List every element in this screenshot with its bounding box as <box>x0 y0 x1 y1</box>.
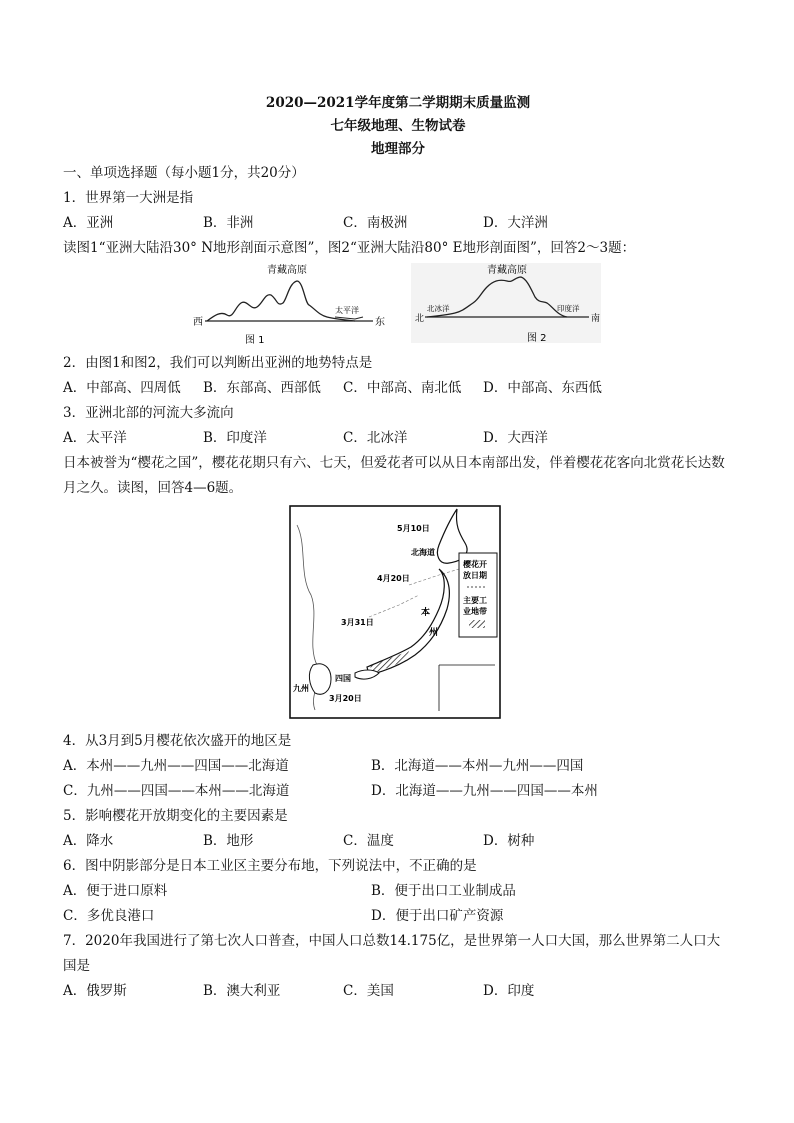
q1-options <box>63 211 733 236</box>
map-date-mar20: 3月20日 <box>329 694 362 703</box>
q5-option-b: B．地形 <box>203 833 254 849</box>
legend-item1-b: 放日期 <box>463 571 487 580</box>
q2-stem: 2．由图1和图2，我们可以判断出亚洲的地势特点是 <box>63 355 373 371</box>
fig2-north-label: 北 <box>415 314 425 324</box>
map-kyushu <box>309 664 331 694</box>
q5-option-d: D．树种 <box>483 833 535 849</box>
map-label-honshu-1: 本 <box>421 608 431 618</box>
fig2-arctic-label: 北冰洋 <box>427 304 450 313</box>
fig2-peak-label: 青藏高原 <box>487 265 527 276</box>
q3-options <box>63 426 733 451</box>
section-heading: 一、单项选择题（每小题1分，共20分） <box>63 165 305 181</box>
q5-option-a: A．降水 <box>63 833 114 849</box>
fig2-caption: 图 2 <box>527 333 547 344</box>
q7-option-b: B．澳大利亚 <box>203 983 281 999</box>
japan-map-area <box>63 505 733 723</box>
q1-option-a: A．亚洲 <box>63 215 114 231</box>
q1-stem: 1．世界第一大洲是指 <box>63 190 194 206</box>
fig2-indian-label: 印度洋 <box>557 304 580 313</box>
q4-options-row1 <box>63 754 733 779</box>
q4-option-c: C．九州——四国——本州——北海道 <box>63 783 290 799</box>
legend-item1-a: 樱花开 <box>463 560 487 569</box>
exam-title-line3: 地理部分 <box>371 141 425 157</box>
q2-option-d: D．中部高、东西低 <box>483 380 602 396</box>
exam-title-line2: 七年级地理、生物试卷 <box>330 118 466 134</box>
q5-option-c: C．温度 <box>343 833 394 849</box>
map-label-shikoku: 四国 <box>335 674 351 683</box>
japan-map <box>289 505 501 719</box>
q5-options <box>63 829 733 854</box>
q3-option-b: B．印度洋 <box>203 430 267 446</box>
q1-option-c: C．南极洲 <box>343 215 408 231</box>
map-date-may10: 5月10日 <box>397 524 430 533</box>
q1-option-d: D．大洋洲 <box>483 215 548 231</box>
q7-option-d: D．印度 <box>483 983 535 999</box>
q7-option-c: C．美国 <box>343 983 394 999</box>
legend-hatch-symbol <box>469 620 485 628</box>
q4-options-row2 <box>63 779 733 804</box>
exam-page <box>63 92 733 1004</box>
map-date-apr20: 4月20日 <box>377 574 410 583</box>
q4-stem: 4．从3月到5月樱花依次盛开的地区是 <box>63 733 292 749</box>
q3-option-a: A．太平洋 <box>63 430 127 446</box>
q2-option-b: B．东部高、西部低 <box>203 380 321 396</box>
q2-options <box>63 376 733 401</box>
figure-2-profile <box>407 263 603 347</box>
q2-option-c: C．中部高、南北低 <box>343 380 462 396</box>
fig1-east-label: 东 <box>375 317 385 328</box>
q7-option-a: A．俄罗斯 <box>63 983 127 999</box>
q6-option-a: A．便于进口原料 <box>63 883 168 899</box>
intro-figures: 读图1“亚洲大陆沿30° N地形剖面示意图”，图2“亚洲大陆沿80° E地形剖面图”，回答2～3题： <box>63 240 636 256</box>
q7-stem: 7．2020年我国进行了第七次人口普查，中国人口总数14.175亿，是世界第一人口大国，那么世界第二人口大国是 <box>63 933 721 974</box>
map-label-honshu-2: 州 <box>429 628 439 638</box>
fig1-west-label: 西 <box>193 317 203 328</box>
legend-item2-b: 业地带 <box>463 607 487 616</box>
q5-stem: 5．影响樱花开放期变化的主要因素是 <box>63 808 288 824</box>
q4-option-b: B．北海道——本州—九州——四国 <box>371 758 584 774</box>
q3-option-d: D．大西洋 <box>483 430 548 446</box>
legend-item2-a: 主要工 <box>463 596 487 605</box>
q6-options-row1 <box>63 879 733 904</box>
exam-title-line1: 2020—2021学年度第二学期期末质量监测 <box>265 95 531 111</box>
q4-option-a: A．本州——九州——四国——北海道 <box>63 758 289 774</box>
q4-option-d: D．北海道——九州——四国——本州 <box>371 783 598 799</box>
q6-option-d: D．便于出口矿产资源 <box>371 908 504 924</box>
map-label-kyushu: 九州 <box>293 684 309 693</box>
figure-1-profile <box>185 263 385 347</box>
q3-stem: 3．亚洲北部的河流大多流向 <box>63 405 234 421</box>
q3-option-c: C．北冰洋 <box>343 430 408 446</box>
map-label-hokkaido: 北海道 <box>411 548 435 557</box>
profile-figures <box>63 263 733 347</box>
q6-stem: 6．图中阴影部分是日本工业区主要分布地，下列说法中，不正确的是 <box>63 858 477 874</box>
q7-options <box>63 979 733 1004</box>
fig1-terrain-line <box>207 281 355 321</box>
q6-option-c: C．多优良港口 <box>63 908 155 924</box>
fig1-caption: 图 1 <box>245 335 265 346</box>
q2-option-a: A．中部高、四周低 <box>63 380 181 396</box>
q6-options-row2 <box>63 904 733 929</box>
q6-option-b: B．便于出口工业制成品 <box>371 883 516 899</box>
map-date-mar31: 3月31日 <box>341 618 374 627</box>
q1-option-b: B．非洲 <box>203 215 254 231</box>
intro-japan: 日本被誉为“樱花之国”，樱花花期只有六、七天，但爱花者可以从日本南部出发，伴着樱花花客向北赏花长达数月之久。读图，回答4—6题。 <box>63 455 725 496</box>
fig1-peak-label: 青藏高原 <box>267 265 307 276</box>
fig2-south-label: 南 <box>591 314 601 324</box>
fig1-ocean-label: 太平洋 <box>335 306 359 315</box>
